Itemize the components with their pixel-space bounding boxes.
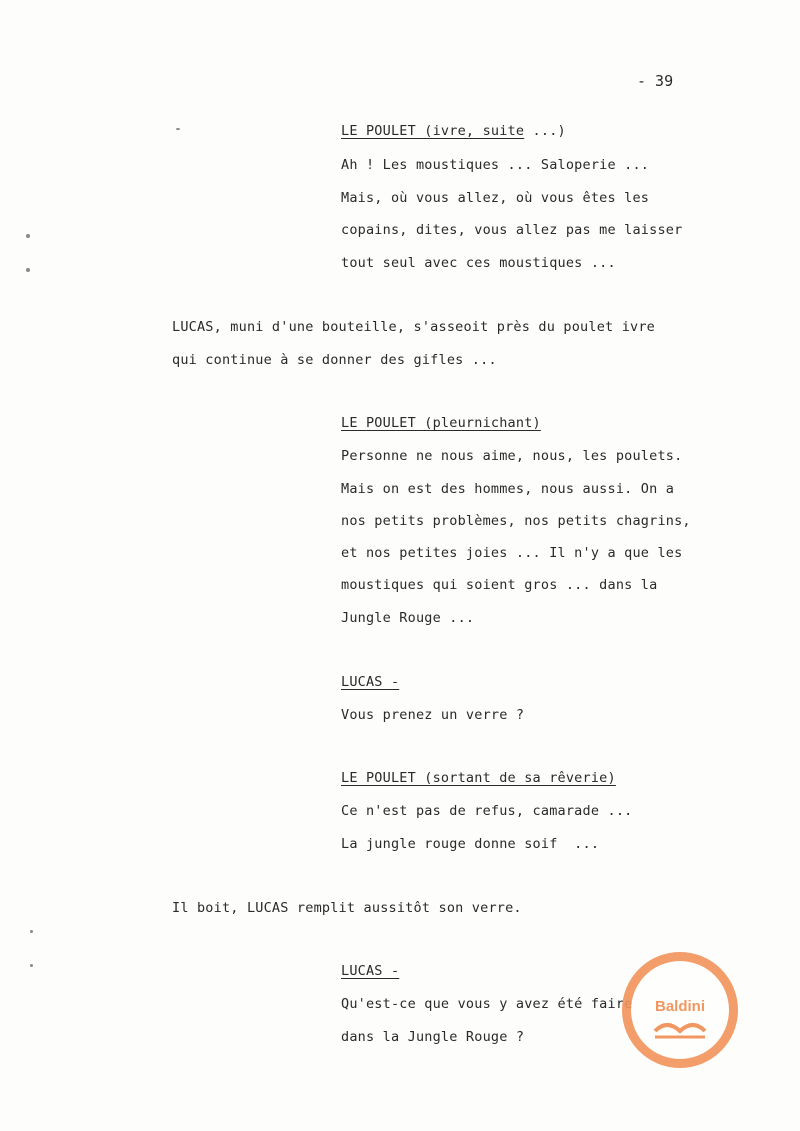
dialogue-line: moustiques qui soient gros ... dans la <box>341 577 658 593</box>
dialogue-line: tout seul avec ces moustiques ... <box>341 255 616 271</box>
dialogue-line: Ce n'est pas de refus, camarade ... <box>341 803 633 819</box>
library-stamp-icon <box>622 952 738 1068</box>
dialogue-line: Qu'est-ce que vous y avez été faire <box>341 996 633 1012</box>
stage-direction: Il boit, LUCAS remplit aussitôt son verre. <box>172 900 522 916</box>
dialogue-line: copains, dites, vous allez pas me laisser <box>341 222 683 238</box>
paper-speck <box>30 930 33 933</box>
dialogue-line: Jungle Rouge ... <box>341 610 475 626</box>
speaker-heading: LUCAS - <box>341 963 400 979</box>
dialogue-line: et nos petites joies ... Il n'y a que les <box>341 545 683 561</box>
stamp-label: Baldini <box>654 998 706 1015</box>
paper-speck <box>176 128 180 130</box>
dialogue-line: dans la Jungle Rouge ? <box>341 1029 525 1045</box>
stage-direction: qui continue à se donner des gifles ... <box>172 352 497 368</box>
speaker-heading: LUCAS - <box>341 674 400 690</box>
paper-speck <box>26 234 30 238</box>
speaker-heading <box>341 122 566 140</box>
speaker-heading-rest: ...) <box>524 123 566 139</box>
stage-direction: LUCAS, muni d'une bouteille, s'asseoit près du poulet ivre <box>172 319 656 335</box>
speaker-heading: LE POULET (sortant de sa rêverie) <box>341 770 616 786</box>
page-number: - 39 <box>637 72 674 90</box>
speaker-heading: LE POULET (pleurnichant) <box>341 415 541 431</box>
paper-speck <box>26 268 30 272</box>
dialogue-line: Personne ne nous aime, nous, les poulets. <box>341 448 683 464</box>
dialogue-line: Mais on est des hommes, nous aussi. On a <box>341 481 675 497</box>
speaker-heading-underlined: LE POULET (ivre, suite <box>341 123 525 139</box>
dialogue-line: Ah ! Les moustiques ... Saloperie ... <box>341 157 650 173</box>
paper-speck <box>30 964 33 967</box>
dialogue-line: Vous prenez un verre ? <box>341 707 525 723</box>
dialogue-line: nos petits problèmes, nos petits chagrins, <box>341 513 691 529</box>
dialogue-line: Mais, où vous allez, où vous êtes les <box>341 190 650 206</box>
dialogue-line: La jungle rouge donne soif ... <box>341 836 600 852</box>
